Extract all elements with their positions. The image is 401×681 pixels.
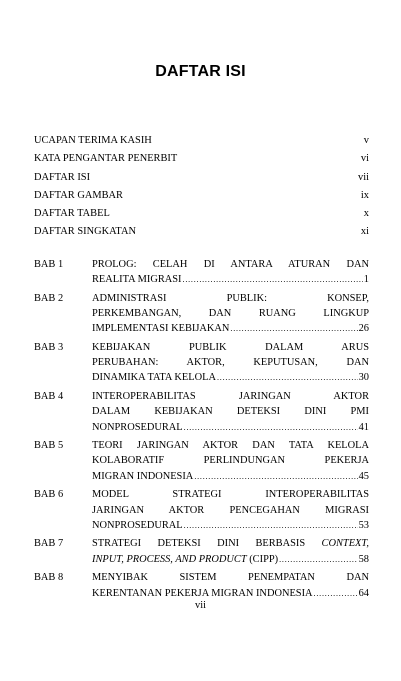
chapter-title-line: DINAMIKA TATA KELOLA [92,372,216,384]
toc-entry-label: UCAPAN TERIMA KASIH [34,135,152,147]
chapter-number: BAB 2 [34,292,64,304]
chapter-page: 64 [358,587,369,599]
chapter-title [92,536,369,566]
dot-leader [184,422,358,432]
chapter-page: 53 [358,519,369,531]
chapter-entry[interactable] [34,340,369,386]
chapter-title-last-line [92,272,369,287]
chapter-title-last-line [92,469,369,484]
toc-entry-label: DAFTAR ISI [34,171,91,183]
chapter-title-line: NONPROSEDURAL [92,519,183,531]
chapter-entry[interactable] [34,570,369,600]
dot-leader [91,170,357,180]
dot-leader [314,588,358,598]
dot-leader [183,274,363,284]
dot-leader [178,151,360,161]
dot-leader [230,324,357,334]
chapter-title-line: KEBIJAKAN PUBLIK DALAM ARUS [92,342,369,354]
chapter-entry[interactable] [34,438,369,484]
chapter-number: BAB 6 [34,489,64,501]
chapter-title-line: REALITA MIGRASI [92,274,182,286]
dot-leader [124,188,360,198]
toc-entry[interactable] [34,183,369,201]
chapter-title [92,438,369,484]
chapter-title-italic: CONTEXT, [321,538,369,550]
chapter-title-italic: INPUT, PROCESS, AND PRODUCT [92,553,247,565]
toc-entry[interactable] [34,164,369,182]
chapter-title [92,487,369,533]
chapter-title [92,389,369,435]
chapter-list [34,257,369,601]
chapter-title-line: KOLABORATIF PERLINDUNGAN PEKERJA [92,455,369,467]
chapter-title-text: (CIPP) [246,553,279,565]
chapter-entry[interactable] [34,291,369,337]
chapter-title-last-line [92,586,369,601]
chapter-title-last-line [92,370,369,385]
chapter-title-line: DALAM KEBIJAKAN DETEKSI DINI PMI [92,406,369,418]
chapter-number: BAB 1 [34,259,64,270]
toc-entry-label: DAFTAR GAMBAR [34,189,123,201]
chapter-title [92,291,369,337]
chapter-title-line: JARINGAN AKTOR PENCEGAHAN MIGRASI [92,504,369,516]
chapter-entry[interactable] [34,389,369,435]
chapter-title-line: MODEL STRATEGI INTEROPERABILITAS [92,489,369,501]
toc-entry[interactable] [34,128,369,146]
page-title: DAFTAR ISI [155,63,246,80]
toc-entry[interactable] [34,219,369,237]
dot-leader [137,224,360,234]
chapter-number: BAB 5 [34,440,64,452]
toc-entry-page: ix [360,189,369,201]
dot-leader [217,373,358,383]
chapter-title-line [92,536,369,551]
chapter-title-line: NONPROSEDURAL [92,421,183,433]
chapter-title-line: PROLOG: CELAH DI ANTARA ATURAN DAN [92,259,369,270]
dot-leader [111,206,363,216]
chapter-title-line: PERUBAHAN: AKTOR, KEPUTUSAN, DAN [92,357,369,369]
chapter-page: 30 [358,372,369,384]
chapter-entry[interactable] [34,487,369,533]
chapter-page: 1 [363,274,369,286]
chapter-title-line: TEORI JARINGAN AKTOR DAN TATA KELOLA [92,440,369,452]
dot-leader [153,133,363,143]
chapter-page: 58 [358,553,369,565]
chapter-page: 26 [358,323,369,335]
chapter-title-line [92,552,278,567]
toc-entry[interactable] [34,201,369,219]
toc-entry-label: KATA PENGANTAR PENERBIT [34,153,178,165]
chapter-title-last-line [92,420,369,435]
chapter-entry[interactable] [34,536,369,566]
chapter-title-line: PERKEMBANGAN, DAN RUANG LINGKUP [92,308,369,320]
chapter-number: BAB 7 [34,538,64,550]
chapter-page: 45 [358,470,369,482]
toc-entry-label: DAFTAR SINGKATAN [34,226,136,238]
chapter-number: BAB 8 [34,572,64,584]
chapter-title-line: INTEROPERABILITAS JARINGAN AKTOR [92,391,369,403]
chapter-title-last-line [92,552,369,567]
chapter-title-line: MIGRAN INDONESIA [92,470,194,482]
chapter-title [92,340,369,386]
toc-entry-page: x [363,207,369,219]
page-number: vii [195,600,206,611]
chapter-entry[interactable] [34,257,369,287]
chapter-title-line: IMPLEMENTASI KEBIJAKAN [92,323,230,335]
toc-entry-page: xi [360,226,369,238]
toc-entry-page: vii [358,171,369,183]
chapter-title [92,570,369,600]
toc-entry-page: v [363,135,369,147]
dot-leader [184,520,358,530]
toc-entry[interactable] [34,146,369,164]
dot-leader [279,554,358,564]
chapter-title-last-line [92,518,369,533]
chapter-number: BAB 4 [34,391,64,403]
toc-entry-page: vi [360,153,369,165]
front-matter-list [34,128,369,237]
chapter-title [92,257,369,287]
chapter-title-line: MENYIBAK SISTEM PENEMPATAN DAN [92,572,369,584]
chapter-title-last-line [92,321,369,336]
chapter-title-line: KERENTANAN PEKERJA MIGRAN INDONESIA [92,587,313,599]
chapter-title-line: ADMINISTRASI PUBLIK: KONSEP, [92,292,369,304]
chapter-number: BAB 3 [34,342,64,354]
chapter-page: 41 [358,421,369,433]
dot-leader [194,471,357,481]
toc-entry-label: DAFTAR TABEL [34,207,110,219]
chapter-title-text: STRATEGI DETEKSI DINI BERBASIS [92,538,306,550]
